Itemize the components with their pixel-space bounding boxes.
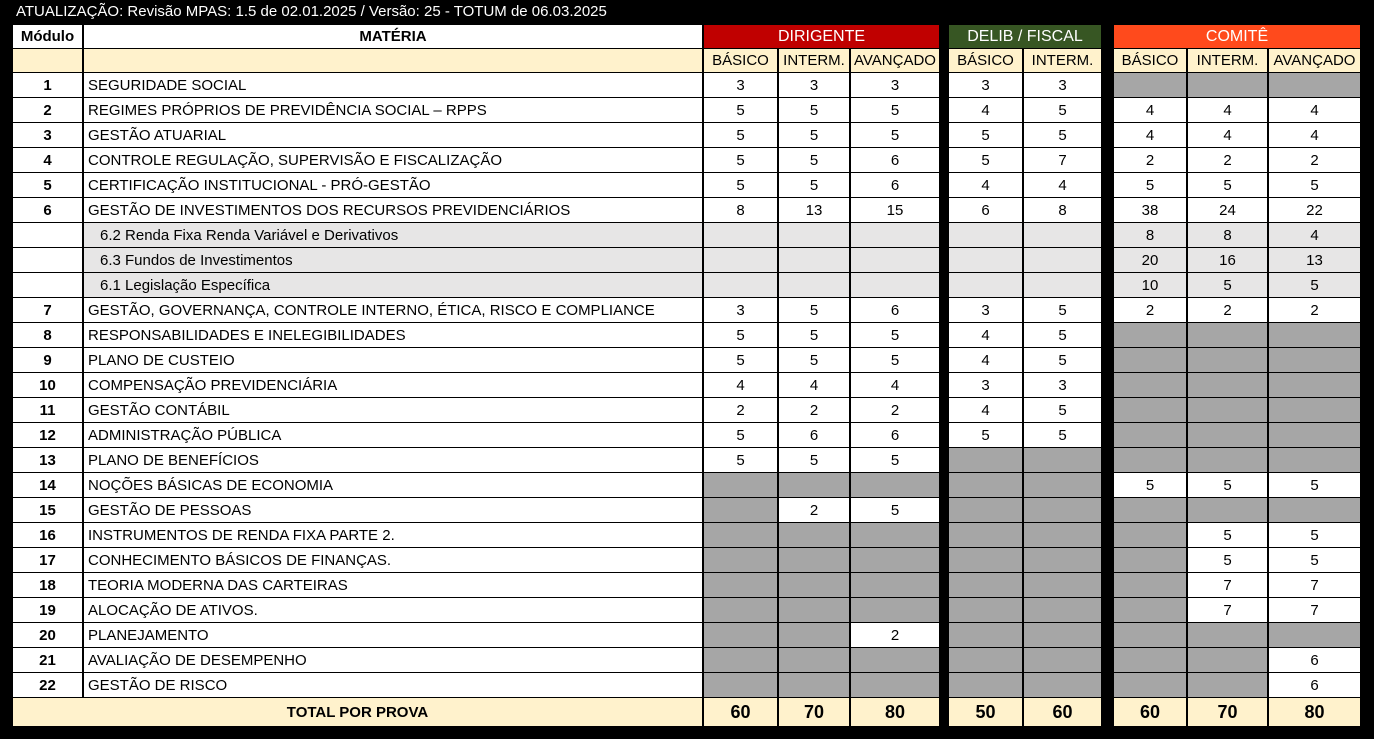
question-count-cell: 4	[1114, 123, 1186, 147]
question-count-cell: 4	[949, 398, 1022, 422]
question-count-cell	[1188, 673, 1267, 697]
question-count-cell	[1024, 273, 1101, 297]
question-count-cell: 5	[1024, 323, 1101, 347]
module-name: ALOCAÇÃO DE ATIVOS.	[84, 598, 702, 622]
module-name: GESTÃO DE RISCO	[84, 673, 702, 697]
question-count-cell	[1188, 423, 1267, 447]
question-count-cell	[779, 673, 849, 697]
question-count-cell	[704, 498, 777, 522]
question-count-cell	[1269, 373, 1360, 397]
question-count-cell: 5	[1269, 523, 1360, 547]
question-count-cell	[949, 248, 1022, 272]
question-count-cell	[704, 623, 777, 647]
question-count-cell	[1024, 648, 1101, 672]
question-count-cell: 5	[1024, 398, 1101, 422]
question-count-cell: 5	[851, 323, 939, 347]
question-count-cell: 5	[949, 423, 1022, 447]
question-count-cell: 6	[851, 423, 939, 447]
question-count-cell	[1024, 523, 1101, 547]
header-delib-fiscal: DELIB / FISCAL	[949, 25, 1101, 48]
question-count-cell: 5	[1114, 173, 1186, 197]
total-value: 60	[704, 698, 777, 726]
module-name: REGIMES PRÓPRIOS DE PREVIDÊNCIA SOCIAL – RPPS	[84, 98, 702, 122]
question-count-cell: 4	[949, 98, 1022, 122]
question-count-cell: 7	[1269, 598, 1360, 622]
question-count-cell: 5	[949, 148, 1022, 172]
question-count-cell: 3	[704, 73, 777, 97]
update-info-title: ATUALIZAÇÃO: Revisão MPAS: 1.5 de 02.01.2025 / Versão: 25 - TOTUM de 06.03.2025	[16, 3, 607, 20]
question-count-cell: 4	[1114, 98, 1186, 122]
module-number: 11	[13, 398, 82, 422]
question-count-cell: 5	[779, 298, 849, 322]
module-number: 21	[13, 648, 82, 672]
question-count-cell	[1114, 648, 1186, 672]
question-count-cell	[704, 223, 777, 247]
question-count-cell	[1269, 498, 1360, 522]
total-value: 70	[779, 698, 849, 726]
question-count-cell	[1114, 423, 1186, 447]
module-number: 8	[13, 323, 82, 347]
question-count-cell	[1114, 548, 1186, 572]
question-count-cell: 5	[779, 148, 849, 172]
question-count-cell: 6	[1269, 648, 1360, 672]
question-count-cell: 3	[779, 73, 849, 97]
header-materia: MATÉRIA	[84, 25, 702, 48]
question-count-cell: 4	[949, 173, 1022, 197]
module-number: 1	[13, 73, 82, 97]
question-count-cell	[1024, 623, 1101, 647]
module-number: 22	[13, 673, 82, 697]
question-count-cell	[1269, 423, 1360, 447]
question-count-cell: 5	[1269, 548, 1360, 572]
module-name: ADMINISTRAÇÃO PÚBLICA	[84, 423, 702, 447]
question-count-cell: 16	[1188, 248, 1267, 272]
header-level-basico: BÁSICO	[949, 49, 1022, 72]
question-count-cell	[851, 598, 939, 622]
question-count-cell	[949, 598, 1022, 622]
question-count-cell	[949, 448, 1022, 472]
header-level-interm: INTERM.	[1188, 49, 1267, 72]
question-count-cell: 15	[851, 198, 939, 222]
module-name: TEORIA MODERNA DAS CARTEIRAS	[84, 573, 702, 597]
question-count-cell	[1024, 573, 1101, 597]
module-name: CONHECIMENTO BÁSICOS DE FINANÇAS.	[84, 548, 702, 572]
question-count-cell: 3	[1024, 373, 1101, 397]
question-count-cell	[949, 473, 1022, 497]
question-count-cell: 5	[779, 348, 849, 372]
question-count-cell: 5	[1114, 473, 1186, 497]
question-count-cell: 8	[1114, 223, 1186, 247]
module-name: PLANO DE CUSTEIO	[84, 348, 702, 372]
question-count-cell	[704, 548, 777, 572]
module-number: 20	[13, 623, 82, 647]
total-label: TOTAL POR PROVA	[13, 698, 702, 726]
question-count-cell	[1188, 498, 1267, 522]
question-count-cell	[1188, 323, 1267, 347]
question-count-cell: 4	[779, 373, 849, 397]
question-count-cell	[949, 548, 1022, 572]
question-count-cell	[851, 673, 939, 697]
question-count-cell	[1114, 348, 1186, 372]
question-count-cell	[1114, 523, 1186, 547]
question-count-cell	[1024, 448, 1101, 472]
header-modulo-blank	[13, 49, 82, 72]
question-count-cell: 2	[851, 623, 939, 647]
question-count-cell: 5	[704, 423, 777, 447]
question-count-cell	[1188, 448, 1267, 472]
question-count-cell: 8	[1188, 223, 1267, 247]
question-count-cell: 5	[851, 123, 939, 147]
question-count-cell: 22	[1269, 198, 1360, 222]
question-count-cell: 2	[1114, 148, 1186, 172]
question-count-cell	[779, 548, 849, 572]
question-count-cell: 5	[704, 123, 777, 147]
question-count-cell	[779, 623, 849, 647]
question-count-cell: 5	[704, 323, 777, 347]
question-count-cell	[1269, 448, 1360, 472]
question-count-cell: 6	[851, 148, 939, 172]
question-count-cell: 5	[1024, 298, 1101, 322]
question-count-cell: 8	[1024, 198, 1101, 222]
question-count-cell: 5	[779, 323, 849, 347]
total-value: 80	[1269, 698, 1360, 726]
module-number: 14	[13, 473, 82, 497]
question-count-cell: 5	[779, 448, 849, 472]
question-count-cell	[851, 473, 939, 497]
question-count-cell: 3	[949, 373, 1022, 397]
question-count-cell: 5	[1024, 348, 1101, 372]
question-count-cell: 3	[1024, 73, 1101, 97]
question-count-cell: 5	[1188, 523, 1267, 547]
header-level-interm: INTERM.	[779, 49, 849, 72]
question-count-cell	[1024, 498, 1101, 522]
question-count-cell: 5	[1024, 123, 1101, 147]
module-name: GESTÃO CONTÁBIL	[84, 398, 702, 422]
question-count-cell	[1269, 348, 1360, 372]
question-count-cell: 3	[949, 298, 1022, 322]
question-count-cell	[949, 623, 1022, 647]
module-number: 4	[13, 148, 82, 172]
total-value: 80	[851, 698, 939, 726]
question-count-cell	[949, 273, 1022, 297]
question-count-cell	[1114, 448, 1186, 472]
question-count-cell: 5	[1188, 473, 1267, 497]
module-number	[13, 223, 82, 247]
question-count-cell	[851, 273, 939, 297]
question-count-cell	[851, 523, 939, 547]
question-count-cell: 2	[1269, 298, 1360, 322]
question-count-cell: 5	[779, 123, 849, 147]
question-count-cell: 5	[1024, 98, 1101, 122]
module-name: GESTÃO DE INVESTIMENTOS DOS RECURSOS PREVIDENCIÁRIOS	[84, 198, 702, 222]
submodule-name: 6.3 Fundos de Investimentos	[84, 248, 702, 272]
question-count-cell: 3	[949, 73, 1022, 97]
total-value: 70	[1188, 698, 1267, 726]
module-name: PLANEJAMENTO	[84, 623, 702, 647]
question-count-cell: 4	[704, 373, 777, 397]
question-count-cell	[1114, 73, 1186, 97]
question-count-cell	[949, 648, 1022, 672]
question-count-cell: 2	[779, 398, 849, 422]
question-count-cell: 4	[1188, 98, 1267, 122]
module-number: 9	[13, 348, 82, 372]
question-count-cell	[704, 648, 777, 672]
question-count-cell	[779, 598, 849, 622]
question-count-cell	[949, 523, 1022, 547]
module-name: CONTROLE REGULAÇÃO, SUPERVISÃO E FISCALIZAÇÃO	[84, 148, 702, 172]
question-count-cell: 6	[851, 173, 939, 197]
question-count-cell	[704, 248, 777, 272]
module-number: 19	[13, 598, 82, 622]
submodule-name: 6.2 Renda Fixa Renda Variável e Derivativos	[84, 223, 702, 247]
question-count-cell	[1188, 398, 1267, 422]
question-count-cell	[779, 273, 849, 297]
module-name: RESPONSABILIDADES E INELEGIBILIDADES	[84, 323, 702, 347]
question-count-cell: 6	[949, 198, 1022, 222]
question-count-cell	[1114, 623, 1186, 647]
header-level-interm: INTERM.	[1024, 49, 1101, 72]
question-count-cell: 5	[1269, 173, 1360, 197]
question-count-cell	[949, 673, 1022, 697]
question-count-cell	[949, 573, 1022, 597]
question-count-cell	[1024, 673, 1101, 697]
question-count-cell: 5	[704, 448, 777, 472]
question-count-cell: 13	[1269, 248, 1360, 272]
question-count-cell: 4	[1269, 98, 1360, 122]
question-count-cell: 2	[1188, 298, 1267, 322]
module-name: NOÇÕES BÁSICAS DE ECONOMIA	[84, 473, 702, 497]
question-count-cell: 5	[1188, 548, 1267, 572]
module-number: 2	[13, 98, 82, 122]
module-number: 12	[13, 423, 82, 447]
module-name: INSTRUMENTOS DE RENDA FIXA PARTE 2.	[84, 523, 702, 547]
question-count-cell	[779, 223, 849, 247]
module-name: SEGURIDADE SOCIAL	[84, 73, 702, 97]
question-count-cell: 4	[949, 323, 1022, 347]
header-dirigente: DIRIGENTE	[704, 25, 939, 48]
question-count-cell	[704, 273, 777, 297]
module-name: GESTÃO ATUARIAL	[84, 123, 702, 147]
question-count-cell	[704, 523, 777, 547]
question-count-cell: 5	[1269, 273, 1360, 297]
header-level-avancado: AVANÇADO	[1269, 49, 1360, 72]
question-count-cell	[851, 573, 939, 597]
module-number: 16	[13, 523, 82, 547]
question-count-cell: 8	[704, 198, 777, 222]
module-number: 5	[13, 173, 82, 197]
question-count-cell	[779, 473, 849, 497]
question-count-cell	[1114, 573, 1186, 597]
question-count-cell	[949, 223, 1022, 247]
question-count-cell: 6	[1269, 673, 1360, 697]
question-count-cell: 7	[1188, 573, 1267, 597]
question-count-cell	[704, 573, 777, 597]
question-count-cell	[851, 548, 939, 572]
question-count-cell: 5	[704, 98, 777, 122]
question-count-cell	[1269, 398, 1360, 422]
question-count-cell	[1188, 348, 1267, 372]
header-modulo: Módulo	[13, 25, 82, 48]
question-count-cell: 2	[779, 498, 849, 522]
question-count-cell: 38	[1114, 198, 1186, 222]
question-count-cell	[1269, 323, 1360, 347]
question-count-cell: 5	[1269, 473, 1360, 497]
question-count-cell	[1114, 323, 1186, 347]
question-count-cell	[779, 573, 849, 597]
question-count-cell: 6	[779, 423, 849, 447]
question-count-cell: 4	[1188, 123, 1267, 147]
question-count-cell	[851, 223, 939, 247]
question-count-cell	[1114, 598, 1186, 622]
question-count-cell	[1269, 623, 1360, 647]
question-count-cell: 10	[1114, 273, 1186, 297]
module-number: 10	[13, 373, 82, 397]
question-count-cell	[1024, 598, 1101, 622]
question-count-cell: 4	[1269, 223, 1360, 247]
question-count-cell	[779, 248, 849, 272]
question-count-cell: 5	[1024, 423, 1101, 447]
question-count-cell	[1188, 623, 1267, 647]
question-count-cell: 5	[851, 98, 939, 122]
module-number: 7	[13, 298, 82, 322]
question-count-cell	[1024, 248, 1101, 272]
question-count-cell	[949, 498, 1022, 522]
question-count-cell: 5	[1188, 173, 1267, 197]
question-count-cell: 13	[779, 198, 849, 222]
module-number	[13, 273, 82, 297]
module-number: 13	[13, 448, 82, 472]
question-count-cell: 2	[851, 398, 939, 422]
module-number	[13, 248, 82, 272]
question-count-cell	[851, 648, 939, 672]
module-number: 3	[13, 123, 82, 147]
question-count-cell: 2	[704, 398, 777, 422]
question-count-cell: 5	[1188, 273, 1267, 297]
module-name: COMPENSAÇÃO PREVIDENCIÁRIA	[84, 373, 702, 397]
module-number: 18	[13, 573, 82, 597]
question-count-cell: 4	[1269, 123, 1360, 147]
question-count-cell: 5	[704, 173, 777, 197]
question-count-cell	[1269, 73, 1360, 97]
question-count-cell: 4	[851, 373, 939, 397]
module-name: GESTÃO, GOVERNANÇA, CONTROLE INTERNO, ÉTICA, RISCO E COMPLIANCE	[84, 298, 702, 322]
question-count-cell	[1188, 373, 1267, 397]
question-count-cell	[1114, 673, 1186, 697]
question-count-cell: 5	[704, 148, 777, 172]
question-count-cell: 7	[1024, 148, 1101, 172]
question-count-cell: 5	[779, 173, 849, 197]
submodule-name: 6.1 Legislação Específica	[84, 273, 702, 297]
total-value: 50	[949, 698, 1022, 726]
module-name: PLANO DE BENEFÍCIOS	[84, 448, 702, 472]
question-count-cell: 7	[1269, 573, 1360, 597]
question-count-cell: 3	[704, 298, 777, 322]
header-level-basico: BÁSICO	[704, 49, 777, 72]
question-count-cell	[1024, 473, 1101, 497]
question-count-cell	[1024, 548, 1101, 572]
question-count-cell: 4	[949, 348, 1022, 372]
question-count-cell: 4	[1024, 173, 1101, 197]
question-count-cell	[704, 673, 777, 697]
question-count-cell: 5	[851, 448, 939, 472]
module-name: CERTIFICAÇÃO INSTITUCIONAL - PRÓ-GESTÃO	[84, 173, 702, 197]
header-level-basico: BÁSICO	[1114, 49, 1186, 72]
module-number: 15	[13, 498, 82, 522]
question-count-cell: 5	[851, 348, 939, 372]
question-count-cell	[1114, 498, 1186, 522]
module-number: 6	[13, 198, 82, 222]
question-count-cell	[1188, 648, 1267, 672]
question-count-cell	[779, 648, 849, 672]
total-value: 60	[1114, 698, 1186, 726]
header-materia-blank	[84, 49, 702, 72]
module-name: GESTÃO DE PESSOAS	[84, 498, 702, 522]
module-name: AVALIAÇÃO DE DESEMPENHO	[84, 648, 702, 672]
question-count-cell	[851, 248, 939, 272]
header-level-avancado: AVANÇADO	[851, 49, 939, 72]
question-count-cell: 3	[851, 73, 939, 97]
question-count-cell: 2	[1269, 148, 1360, 172]
question-count-cell	[704, 473, 777, 497]
question-count-cell: 6	[851, 298, 939, 322]
total-value: 60	[1024, 698, 1101, 726]
question-count-cell: 2	[1188, 148, 1267, 172]
question-count-cell: 5	[851, 498, 939, 522]
question-count-cell: 24	[1188, 198, 1267, 222]
question-count-cell	[1114, 373, 1186, 397]
question-count-cell: 5	[949, 123, 1022, 147]
question-count-cell: 2	[1114, 298, 1186, 322]
question-count-cell	[779, 523, 849, 547]
question-count-cell	[1188, 73, 1267, 97]
question-count-cell	[1114, 398, 1186, 422]
question-count-cell: 5	[779, 98, 849, 122]
header-comite: COMITÊ	[1114, 25, 1360, 48]
question-count-cell: 20	[1114, 248, 1186, 272]
question-count-cell: 5	[704, 348, 777, 372]
question-count-cell: 7	[1188, 598, 1267, 622]
question-count-cell	[1024, 223, 1101, 247]
question-count-cell	[704, 598, 777, 622]
module-number: 17	[13, 548, 82, 572]
